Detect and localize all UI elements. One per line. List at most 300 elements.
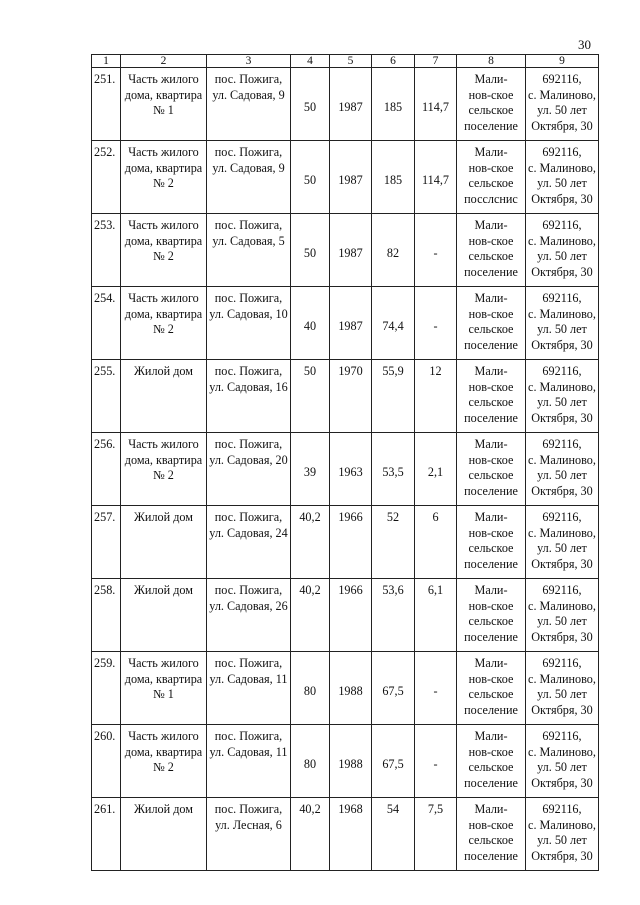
object-name: [121, 652, 207, 725]
object-name-line: Часть жилого: [128, 145, 199, 159]
owner-address-line: Октября, 30: [531, 338, 593, 353]
owner-name-line: нов-ское: [468, 379, 514, 394]
cell-col-4-value: 50: [303, 100, 317, 114]
cell-col-6: [372, 725, 415, 798]
owner-name-line: Мали-: [474, 656, 508, 670]
owner-name-line: нов-ское: [468, 598, 514, 613]
owner-address-line: ул. 50 лет: [537, 468, 587, 483]
object-name: [121, 798, 207, 871]
owner-address-line: 692116,: [542, 145, 582, 159]
table-row: [92, 214, 599, 287]
owner-name: [457, 141, 526, 214]
cell-col-6-value: 185: [383, 100, 403, 114]
table-row: [92, 141, 599, 214]
owner-name-line: Мали-: [474, 72, 508, 86]
cell-col-5: [330, 579, 372, 652]
object-name-line: № 2: [153, 176, 174, 191]
owner-name-line: нов-ское: [468, 744, 514, 759]
object-name: [121, 433, 207, 506]
object-name-line: дома, квартира: [124, 233, 203, 248]
cell-col-4-value: 39: [303, 465, 317, 479]
owner-address-line: Октября, 30: [531, 630, 593, 645]
object-address-line: пос. Пожига,: [214, 510, 283, 524]
owner-address-line: Октября, 30: [531, 411, 593, 426]
owner-address-line: с. Малиново,: [528, 525, 596, 540]
owner-address: [526, 68, 599, 141]
cell-col-6-value: 54: [386, 802, 400, 816]
owner-name: [457, 579, 526, 652]
object-name: [121, 725, 207, 798]
table-row: [92, 579, 599, 652]
table-row: [92, 68, 599, 141]
owner-name-line: Мали-: [474, 437, 508, 451]
owner-address-line: с. Малиново,: [528, 744, 596, 759]
cell-col-4-value: 80: [303, 684, 317, 698]
object-name-line: Жилой дом: [134, 364, 193, 378]
owner-name-line: нов-ское: [468, 306, 514, 321]
cell-col-5: [330, 68, 372, 141]
cell-col-5: [330, 287, 372, 360]
owner-address-line: с. Малиново,: [528, 87, 596, 102]
row-number: 256.: [92, 433, 121, 506]
table-row: [92, 433, 599, 506]
object-name-line: дома, квартира: [124, 744, 203, 759]
table-row: [92, 506, 599, 579]
cell-col-7: [415, 652, 457, 725]
cell-col-5: [330, 433, 372, 506]
cell-col-7: [415, 68, 457, 141]
object-address: [207, 506, 291, 579]
owner-name-line: сельское: [468, 541, 514, 556]
row-number: 261.: [92, 798, 121, 871]
cell-col-7-value: 114,7: [422, 100, 449, 114]
object-name: [121, 360, 207, 433]
object-address-line: пос. Пожига,: [214, 72, 283, 86]
owner-address-line: 692116,: [542, 802, 582, 816]
owner-address-line: 692116,: [542, 510, 582, 524]
owner-address-line: с. Малиново,: [528, 233, 596, 248]
owner-name: [457, 506, 526, 579]
owner-name-line: поселение: [464, 630, 518, 645]
object-address-line: ул. Садовая, 9: [212, 87, 285, 102]
owner-name-line: Мали-: [474, 729, 508, 743]
object-name: [121, 68, 207, 141]
column-header: 9: [526, 55, 599, 68]
owner-address-line: ул. 50 лет: [537, 541, 587, 556]
cell-col-4-value: 40,2: [299, 802, 321, 816]
cell-col-5-value: 1987: [338, 246, 363, 260]
cell-col-7-value: 7,5: [427, 802, 444, 816]
cell-col-7-value: 6,1: [427, 583, 444, 597]
object-address-line: пос. Пожига,: [214, 802, 283, 816]
object-address-line: ул. Садовая, 5: [212, 233, 285, 248]
owner-address-line: Октября, 30: [531, 557, 593, 572]
object-name-line: № 2: [153, 468, 174, 483]
owner-name-line: сельское: [468, 103, 514, 118]
owner-name-line: сельское: [468, 468, 514, 483]
cell-col-4-value: 50: [303, 364, 317, 378]
owner-name-line: сельское: [468, 249, 514, 264]
owner-address: [526, 433, 599, 506]
owner-address-line: ул. 50 лет: [537, 395, 587, 410]
owner-address: [526, 506, 599, 579]
object-name: [121, 579, 207, 652]
cell-col-7: [415, 798, 457, 871]
owner-address-line: с. Малиново,: [528, 671, 596, 686]
object-address-line: пос. Пожига,: [214, 145, 283, 159]
cell-col-4: [291, 798, 330, 871]
cell-col-5-value: 1987: [338, 319, 363, 333]
owner-name: [457, 652, 526, 725]
cell-col-5-value: 1966: [338, 583, 363, 597]
owner-name-line: Мали-: [474, 510, 508, 524]
cell-col-7: [415, 214, 457, 287]
cell-col-6: [372, 652, 415, 725]
owner-address: [526, 214, 599, 287]
table-row: [92, 360, 599, 433]
object-name: [121, 214, 207, 287]
object-address-line: пос. Пожига,: [214, 291, 283, 305]
owner-address-line: с. Малиново,: [528, 160, 596, 175]
owner-name: [457, 798, 526, 871]
object-name-line: дома, квартира: [124, 160, 203, 175]
row-number: 251.: [92, 68, 121, 141]
owner-name-line: нов-ское: [468, 233, 514, 248]
row-number: 258.: [92, 579, 121, 652]
owner-name-line: сельское: [468, 322, 514, 337]
object-address: [207, 579, 291, 652]
owner-name-line: поселение: [464, 265, 518, 280]
cell-col-6-value: 67,5: [382, 684, 404, 698]
owner-address-line: Октября, 30: [531, 265, 593, 280]
cell-col-5: [330, 141, 372, 214]
cell-col-4-value: 50: [303, 246, 317, 260]
object-name-line: Часть жилого: [128, 72, 199, 86]
object-address-line: ул. Лесная, 6: [215, 817, 282, 832]
object-address: [207, 360, 291, 433]
cell-col-7-value: -: [433, 246, 438, 260]
owner-address-line: Октября, 30: [531, 703, 593, 718]
object-address-line: пос. Пожига,: [214, 437, 283, 451]
cell-col-7-value: -: [433, 684, 438, 698]
owner-name-line: нов-ское: [468, 160, 514, 175]
owner-address-line: ул. 50 лет: [537, 322, 587, 337]
owner-name-line: сельское: [468, 395, 514, 410]
owner-name-line: сельское: [468, 176, 514, 191]
cell-col-6: [372, 579, 415, 652]
cell-col-4-value: 40,2: [299, 583, 321, 597]
owner-address-line: с. Малиново,: [528, 452, 596, 467]
owner-address-line: Октября, 30: [531, 776, 593, 791]
owner-name-line: нов-ское: [468, 87, 514, 102]
cell-col-7: [415, 141, 457, 214]
object-name-line: дома, квартира: [124, 452, 203, 467]
table-row: [92, 652, 599, 725]
object-name-line: № 1: [153, 687, 174, 702]
cell-col-6-value: 55,9: [382, 364, 404, 378]
cell-col-4-value: 40,2: [299, 510, 321, 524]
cell-col-7-value: -: [433, 757, 438, 771]
owner-name-line: нов-ское: [468, 525, 514, 540]
owner-address-line: с. Малиново,: [528, 379, 596, 394]
column-header: 7: [415, 55, 457, 68]
owner-name: [457, 287, 526, 360]
cell-col-6-value: 82: [386, 246, 400, 260]
cell-col-7-value: 12: [429, 364, 442, 378]
object-address-line: ул. Садовая, 24: [209, 525, 288, 540]
owner-name-line: поселение: [464, 703, 518, 718]
owner-address-line: 692116,: [542, 437, 582, 451]
column-header: 5: [330, 55, 372, 68]
owner-address: [526, 287, 599, 360]
table-row: [92, 725, 599, 798]
cell-col-5-value: 1987: [338, 100, 363, 114]
object-address: [207, 433, 291, 506]
owner-name-line: посслснис: [464, 192, 518, 207]
cell-col-6: [372, 433, 415, 506]
object-name-line: дома, квартира: [124, 87, 203, 102]
object-name-line: Часть жилого: [128, 656, 199, 670]
row-number: 259.: [92, 652, 121, 725]
row-number: 257.: [92, 506, 121, 579]
owner-name: [457, 68, 526, 141]
owner-name-line: сельское: [468, 833, 514, 848]
cell-col-4: [291, 433, 330, 506]
object-name-line: № 2: [153, 249, 174, 264]
owner-name: [457, 725, 526, 798]
owner-address: [526, 652, 599, 725]
owner-name-line: Мали-: [474, 291, 508, 305]
object-name-line: Часть жилого: [128, 437, 199, 451]
owner-name-line: Мали-: [474, 218, 508, 232]
cell-col-5: [330, 798, 372, 871]
cell-col-4-value: 40: [303, 319, 317, 333]
owner-name-line: нов-ское: [468, 452, 514, 467]
object-address-line: ул. Садовая, 16: [209, 379, 288, 394]
object-address: [207, 725, 291, 798]
cell-col-7: [415, 287, 457, 360]
cell-col-5-value: 1968: [338, 802, 363, 816]
column-number-row: [92, 55, 599, 68]
cell-col-7: [415, 725, 457, 798]
object-address: [207, 287, 291, 360]
object-address: [207, 68, 291, 141]
owner-address: [526, 725, 599, 798]
object-address-line: ул. Садовая, 10: [209, 306, 288, 321]
owner-name-line: поселение: [464, 119, 518, 134]
owner-name-line: поселение: [464, 557, 518, 572]
owner-name-line: поселение: [464, 849, 518, 864]
object-address: [207, 652, 291, 725]
owner-address: [526, 579, 599, 652]
owner-address: [526, 141, 599, 214]
owner-name: [457, 360, 526, 433]
cell-col-4: [291, 579, 330, 652]
cell-col-5: [330, 360, 372, 433]
object-address-line: пос. Пожига,: [214, 218, 283, 232]
cell-col-5-value: 1966: [338, 510, 363, 524]
table-row: [92, 287, 599, 360]
owner-address-line: ул. 50 лет: [537, 760, 587, 775]
owner-name-line: нов-ское: [468, 817, 514, 832]
cell-col-5: [330, 214, 372, 287]
object-name: [121, 506, 207, 579]
cell-col-4: [291, 141, 330, 214]
cell-col-7-value: -: [433, 319, 438, 333]
cell-col-4: [291, 360, 330, 433]
object-name: [121, 141, 207, 214]
cell-col-7: [415, 360, 457, 433]
owner-address-line: ул. 50 лет: [537, 833, 587, 848]
cell-col-6: [372, 68, 415, 141]
cell-col-6: [372, 506, 415, 579]
object-address-line: ул. Садовая, 20: [209, 452, 288, 467]
cell-col-6-value: 53,5: [382, 465, 404, 479]
owner-address-line: с. Малиново,: [528, 598, 596, 613]
owner-name-line: Мали-: [474, 583, 508, 597]
cell-col-4-value: 50: [303, 173, 317, 187]
cell-col-4-value: 80: [303, 757, 317, 771]
cell-col-7: [415, 579, 457, 652]
row-number: 252.: [92, 141, 121, 214]
owner-address-line: Октября, 30: [531, 484, 593, 499]
column-header: 6: [372, 55, 415, 68]
object-name-line: Часть жилого: [128, 218, 199, 232]
owner-name-line: нов-ское: [468, 671, 514, 686]
object-name-line: дома, квартира: [124, 671, 203, 686]
cell-col-6-value: 67,5: [382, 757, 404, 771]
owner-address-line: 692116,: [542, 218, 582, 232]
cell-col-6: [372, 141, 415, 214]
owner-address-line: ул. 50 лет: [537, 614, 587, 629]
owner-address-line: Октября, 30: [531, 119, 593, 134]
object-address-line: пос. Пожига,: [214, 364, 283, 378]
column-header: 4: [291, 55, 330, 68]
column-header: 8: [457, 55, 526, 68]
cell-col-6: [372, 798, 415, 871]
cell-col-5: [330, 725, 372, 798]
cell-col-5-value: 1988: [338, 757, 363, 771]
cell-col-4: [291, 287, 330, 360]
owner-address-line: 692116,: [542, 656, 582, 670]
object-address-line: пос. Пожига,: [214, 583, 283, 597]
owner-address-line: с. Малиново,: [528, 817, 596, 832]
object-address-line: ул. Садовая, 11: [209, 671, 288, 686]
owner-address-line: с. Малиново,: [528, 306, 596, 321]
owner-name-line: поселение: [464, 776, 518, 791]
cell-col-4: [291, 68, 330, 141]
object-address: [207, 798, 291, 871]
cell-col-7: [415, 433, 457, 506]
owner-name-line: сельское: [468, 760, 514, 775]
cell-col-6: [372, 360, 415, 433]
owner-name-line: поселение: [464, 338, 518, 353]
owner-name-line: Мали-: [474, 145, 508, 159]
owner-address-line: 692116,: [542, 583, 582, 597]
cell-col-5-value: 1970: [338, 364, 363, 378]
owner-address-line: ул. 50 лет: [537, 687, 587, 702]
cell-col-6-value: 52: [386, 510, 400, 524]
owner-address-line: Октября, 30: [531, 849, 593, 864]
cell-col-5: [330, 506, 372, 579]
cell-col-5-value: 1963: [338, 465, 363, 479]
object-name-line: Часть жилого: [128, 291, 199, 305]
table-row: [92, 798, 599, 871]
cell-col-4: [291, 725, 330, 798]
row-number: 254.: [92, 287, 121, 360]
object-address-line: ул. Садовая, 9: [212, 160, 285, 175]
owner-address-line: 692116,: [542, 291, 582, 305]
object-address-line: пос. Пожига,: [214, 656, 283, 670]
object-name: [121, 287, 207, 360]
object-address-line: пос. Пожига,: [214, 729, 283, 743]
cell-col-6-value: 185: [383, 173, 403, 187]
owner-name: [457, 214, 526, 287]
object-name-line: Часть жилого: [128, 729, 199, 743]
object-name-line: Жилой дом: [134, 583, 193, 597]
cell-col-6: [372, 214, 415, 287]
cell-col-5-value: 1987: [338, 173, 363, 187]
object-name-line: № 2: [153, 760, 174, 775]
owner-address-line: 692116,: [542, 364, 582, 378]
owner-name-line: сельское: [468, 614, 514, 629]
object-name-line: Жилой дом: [134, 802, 193, 816]
owner-name-line: сельское: [468, 687, 514, 702]
row-number: 260.: [92, 725, 121, 798]
row-number: 253.: [92, 214, 121, 287]
cell-col-7-value: 6: [432, 510, 439, 524]
property-registry-table: [91, 54, 599, 871]
cell-col-4: [291, 506, 330, 579]
owner-address-line: 692116,: [542, 729, 582, 743]
object-address: [207, 141, 291, 214]
owner-address-line: ул. 50 лет: [537, 176, 587, 191]
cell-col-4: [291, 652, 330, 725]
owner-address-line: Октября, 30: [531, 192, 593, 207]
column-header: 1: [92, 55, 121, 68]
column-header: 2: [121, 55, 207, 68]
row-number: 255.: [92, 360, 121, 433]
object-address: [207, 214, 291, 287]
object-name-line: № 2: [153, 322, 174, 337]
owner-name-line: Мали-: [474, 364, 508, 378]
cell-col-6-value: 53,6: [382, 583, 404, 597]
owner-address-line: 692116,: [542, 72, 582, 86]
cell-col-5-value: 1988: [338, 684, 363, 698]
object-name-line: дома, квартира: [124, 306, 203, 321]
object-address-line: ул. Садовая, 11: [209, 744, 288, 759]
table-body: [92, 55, 599, 871]
owner-address-line: ул. 50 лет: [537, 249, 587, 264]
cell-col-7-value: 2,1: [427, 465, 444, 479]
owner-name: [457, 433, 526, 506]
cell-col-6: [372, 287, 415, 360]
owner-name-line: Мали-: [474, 802, 508, 816]
object-name-line: Жилой дом: [134, 510, 193, 524]
object-name-line: № 1: [153, 103, 174, 118]
cell-col-7-value: 114,7: [422, 173, 449, 187]
owner-address: [526, 360, 599, 433]
cell-col-6-value: 74,4: [382, 319, 404, 333]
column-header: 3: [207, 55, 291, 68]
owner-name-line: поселение: [464, 411, 518, 426]
object-address-line: ул. Садовая, 26: [209, 598, 288, 613]
owner-address-line: ул. 50 лет: [537, 103, 587, 118]
owner-address: [526, 798, 599, 871]
cell-col-4: [291, 214, 330, 287]
cell-col-7: [415, 506, 457, 579]
page-number: 30: [578, 37, 591, 52]
